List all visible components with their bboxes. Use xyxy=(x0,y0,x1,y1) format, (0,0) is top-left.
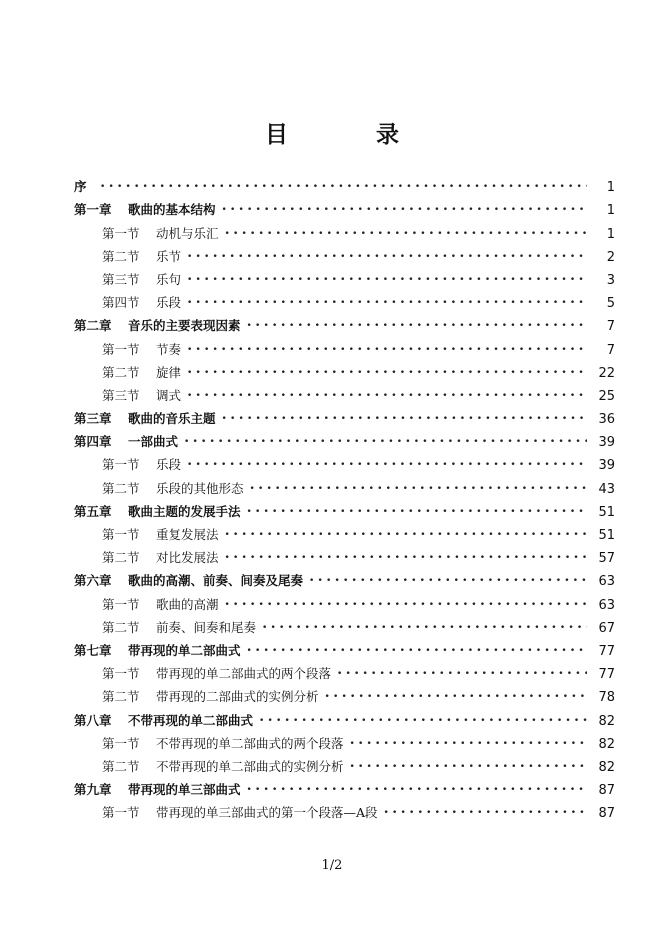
toc-page-number: 1 xyxy=(606,226,615,242)
toc-entry-title: 乐句 xyxy=(156,271,182,287)
dot-leader xyxy=(247,646,587,656)
toc-section-row xyxy=(74,729,615,752)
toc-section-row xyxy=(74,613,615,636)
toc-entry-number: 第一节 xyxy=(102,457,140,473)
toc-page-number: 5 xyxy=(606,296,615,312)
toc-title: 目 录 xyxy=(264,122,439,148)
toc-page-number: 82 xyxy=(598,713,615,729)
toc-entry-number: 第二章 xyxy=(74,318,112,334)
dot-leader xyxy=(384,808,587,818)
toc-entry-number: 第二节 xyxy=(102,480,140,496)
toc-entry-title: 乐节 xyxy=(156,248,182,264)
toc-page-number: 25 xyxy=(598,388,615,404)
dot-leader xyxy=(350,762,587,772)
toc-entry-title: 前奏、间奏和尾奏 xyxy=(156,619,257,635)
dot-leader xyxy=(309,576,587,586)
toc-page-number: 82 xyxy=(598,736,615,752)
dot-leader xyxy=(247,507,587,517)
toc-entry-title: 乐段的其他形态 xyxy=(156,480,244,496)
dot-leader xyxy=(187,345,587,355)
toc-page-number: 36 xyxy=(598,412,615,428)
toc-entry-number: 第二节 xyxy=(102,550,140,566)
dot-leader xyxy=(350,739,587,749)
toc-entry-title: 乐段 xyxy=(156,295,182,311)
dot-leader xyxy=(247,785,587,795)
toc-entry-number: 第八章 xyxy=(74,712,112,728)
toc-entry-number: 第二节 xyxy=(102,619,140,635)
dot-leader xyxy=(100,182,587,192)
dot-leader xyxy=(225,553,587,563)
toc-page-number: 39 xyxy=(598,458,615,474)
toc-page-number: 87 xyxy=(598,783,615,799)
toc-page-number: 78 xyxy=(598,690,615,706)
toc-page-number: 43 xyxy=(598,481,615,497)
dot-leader xyxy=(225,530,587,540)
toc-entry-title: 不带再现的单二部曲式的两个段落 xyxy=(156,735,344,751)
toc-page-number: 57 xyxy=(598,551,615,567)
toc-page-number: 7 xyxy=(606,319,615,335)
toc-page-number: 77 xyxy=(598,643,615,659)
page-number-footer: 1/2 xyxy=(321,858,343,873)
toc-chapter-row xyxy=(74,311,615,334)
toc-chapter-row xyxy=(74,636,615,659)
toc-entry-title: 动机与乐汇 xyxy=(156,225,219,241)
toc-entry-title: 重复发展法 xyxy=(156,527,219,542)
dot-leader xyxy=(187,391,587,401)
toc-entry-number: 第二节 xyxy=(102,758,140,774)
toc-entry-title: 歌曲的音乐主题 xyxy=(128,411,216,427)
toc-page-number: 82 xyxy=(598,759,615,775)
toc-entry-title: 不带再现的单二部曲式 xyxy=(128,712,254,728)
toc-page-number: 51 xyxy=(598,504,615,520)
toc-section-row xyxy=(74,520,615,543)
toc-entry-number: 第六章 xyxy=(74,573,112,589)
toc-page-number: 39 xyxy=(598,435,615,451)
toc-entry-number: 第三节 xyxy=(102,271,140,287)
toc-page-number: 63 xyxy=(598,574,615,590)
dot-leader xyxy=(184,437,587,447)
toc-section-row xyxy=(74,288,615,311)
toc-entry-title: 不带再现的单二部曲式的实例分析 xyxy=(156,758,344,774)
toc-entry-title: 带再现的单二部曲式 xyxy=(128,642,241,658)
dot-leader xyxy=(325,692,587,702)
toc-section-row xyxy=(74,334,615,357)
dot-leader xyxy=(187,298,587,308)
toc-chapter-row xyxy=(74,497,615,520)
toc-section-row xyxy=(74,450,615,473)
toc-page-number: 63 xyxy=(598,597,615,613)
toc-entry-number: 第二节 xyxy=(102,689,140,705)
toc-entry-title: 一部曲式 xyxy=(128,434,179,450)
toc-entry-number: 第一节 xyxy=(102,666,140,682)
toc-entry-number: 第四章 xyxy=(74,434,112,450)
toc-chapter-row xyxy=(74,195,615,218)
toc-chapter-row xyxy=(74,172,615,195)
toc-page-number: 67 xyxy=(598,620,615,636)
toc-page-number: 51 xyxy=(598,528,615,543)
dot-leader xyxy=(187,368,587,378)
dot-leader xyxy=(262,623,587,633)
toc-page-number: 1 xyxy=(606,203,615,219)
toc-entry-title: 对比发展法 xyxy=(156,550,219,566)
toc-page-number: 2 xyxy=(606,249,615,265)
toc-entry-number: 第一节 xyxy=(102,805,140,821)
table-of-contents xyxy=(74,172,615,821)
toc-entry-number: 第四节 xyxy=(102,295,140,311)
toc-entry-title: 带再现的二部曲式的实例分析 xyxy=(156,689,319,705)
toc-page-number: 3 xyxy=(606,272,615,288)
toc-entry-title: 歌曲的高潮、前奏、间奏及尾奏 xyxy=(128,573,304,589)
toc-page-number: 77 xyxy=(598,667,615,683)
toc-entry-number: 第五章 xyxy=(74,503,112,519)
toc-entry-number: 序 xyxy=(74,179,87,195)
dot-leader xyxy=(259,716,587,726)
dot-leader xyxy=(222,205,587,215)
toc-page-number: 22 xyxy=(598,365,615,381)
toc-entry-title: 带再现的单二部曲式的两个段落 xyxy=(156,666,332,682)
toc-section-row xyxy=(74,473,615,496)
toc-chapter-row xyxy=(74,775,615,798)
toc-entry-title: 歌曲的基本结构 xyxy=(128,202,216,218)
toc-section-row xyxy=(74,589,615,612)
dot-leader xyxy=(187,275,587,285)
toc-entry-number: 第七章 xyxy=(74,642,112,658)
toc-entry-title: 音乐的主要表现因素 xyxy=(128,318,241,334)
dot-leader xyxy=(187,460,587,470)
toc-entry-number: 第一节 xyxy=(102,735,140,751)
toc-entry-title: 带再现的单三部曲式的第一个段落—A段 xyxy=(156,805,378,821)
toc-chapter-row xyxy=(74,705,615,728)
toc-section-row xyxy=(74,218,615,241)
toc-entry-title: 调式 xyxy=(156,387,182,403)
toc-section-row xyxy=(74,752,615,775)
toc-entry-number: 第九章 xyxy=(74,782,112,798)
dot-leader xyxy=(225,229,587,239)
dot-leader xyxy=(225,600,587,610)
dot-leader xyxy=(222,414,587,424)
toc-entry-number: 第一节 xyxy=(102,527,140,542)
toc-entry-number: 第一章 xyxy=(74,202,112,218)
toc-entry-title: 乐段 xyxy=(156,457,182,473)
dot-leader xyxy=(250,484,587,494)
toc-section-row xyxy=(74,242,615,265)
toc-section-row xyxy=(74,358,615,381)
toc-page-number: 1 xyxy=(606,180,615,196)
toc-entry-number: 第一节 xyxy=(102,596,140,612)
toc-entry-title: 节奏 xyxy=(156,341,182,357)
toc-page-number: 7 xyxy=(606,342,615,358)
toc-section-row xyxy=(74,265,615,288)
toc-section-row xyxy=(74,381,615,404)
toc-page-number: 87 xyxy=(598,806,615,822)
toc-entry-number: 第一节 xyxy=(102,225,140,241)
toc-chapter-row xyxy=(74,404,615,427)
toc-entry-title: 带再现的单三部曲式 xyxy=(128,782,241,798)
toc-entry-title: 旋律 xyxy=(156,364,182,380)
toc-section-row xyxy=(74,682,615,705)
toc-entry-number: 第三章 xyxy=(74,411,112,427)
toc-entry-number: 第二节 xyxy=(102,248,140,264)
toc-section-row xyxy=(74,798,615,821)
toc-section-row xyxy=(74,659,615,682)
toc-entry-number: 第一节 xyxy=(102,341,140,357)
dot-leader xyxy=(247,321,587,331)
toc-chapter-row xyxy=(74,566,615,589)
toc-entry-number: 第三节 xyxy=(102,387,140,403)
toc-section-row xyxy=(74,543,615,566)
dot-leader xyxy=(187,252,587,262)
toc-entry-number: 第二节 xyxy=(102,364,140,380)
toc-entry-title: 歌曲的高潮 xyxy=(156,596,219,612)
toc-entry-title: 歌曲主题的发展手法 xyxy=(128,503,241,519)
toc-chapter-row xyxy=(74,427,615,450)
dot-leader xyxy=(337,669,587,679)
